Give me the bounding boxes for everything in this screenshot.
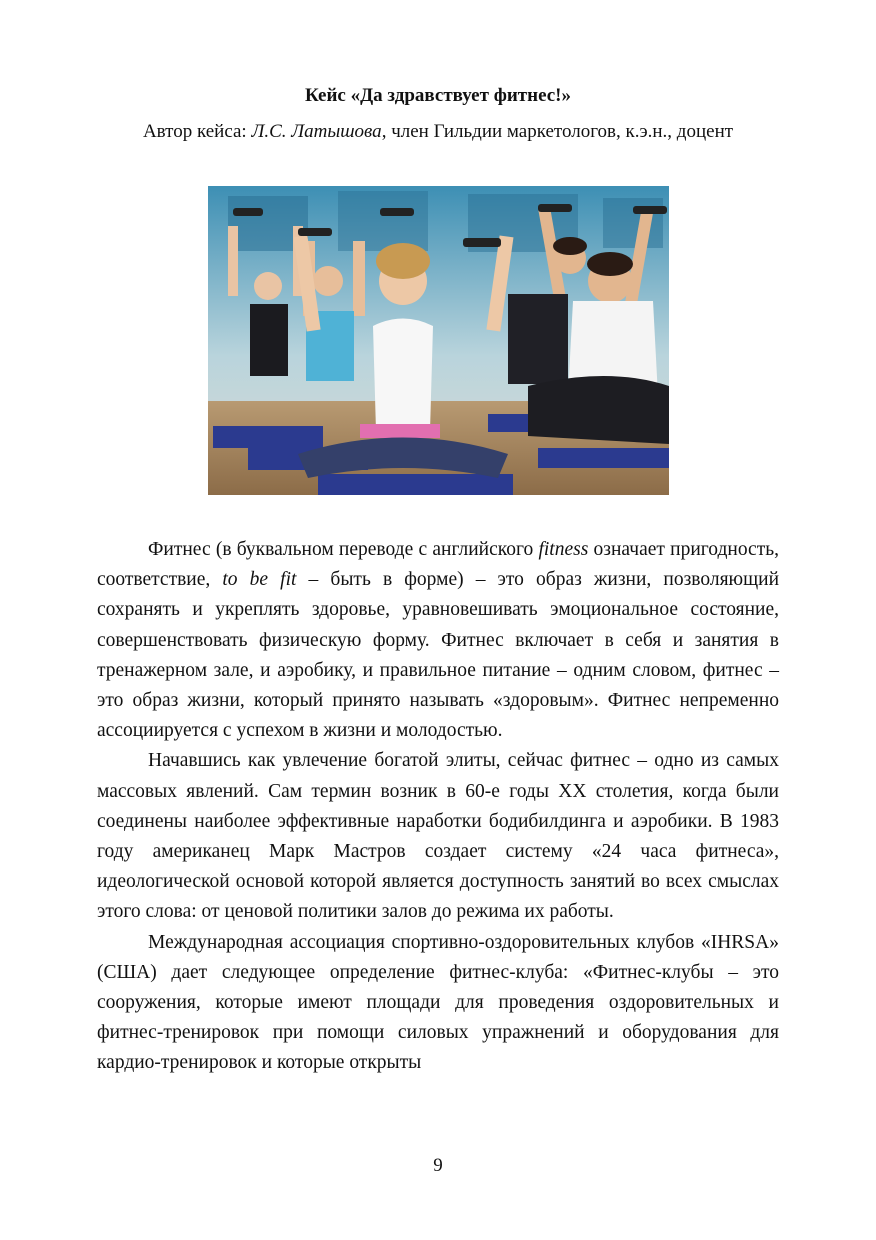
paragraph-fitness-definition: Фитнес (в буквальном переводе с английского fitness означает пригодность, соответствие, to be fit – быть в форме) – это образ жизни, позволяющий сохранять и укреплять здоровье, уравновешивать эмоциональное состояние, совершенствовать физическую форму. Фитнес включает в себя и занятия в тренажерном зале, и аэробику, и правильное питание – одним словом, фитнес – это образ жизни, который принято называть «здоровым». Фитнес непременно ассоциируется с успехом в жизни и молодостью.: [97, 539, 780, 742]
term-fitness: fitness: [538, 539, 589, 560]
term-to-be-fit: to be fit: [222, 569, 297, 591]
case-author-line: [0, 119, 876, 145]
article-body: [97, 535, 779, 1079]
fitness-class-photo: [208, 186, 669, 495]
author-prefix: Автор кейса:: [142, 121, 252, 142]
paragraph-ihrsa-definition: Международная ассоциация спортивно-оздоровительных клубов «IHRSA» (США) дает следующее определение фитнес-клуба: «Фитнес-клубы – это сооружения, которые имеют площади для проведения оздоровительных и фитнес-тренировок при помощи силовых упражнений и оборудования для кардио-тренировок и которые открыты: [97, 931, 779, 1074]
author-name: Л.С. Латышова: [251, 121, 382, 142]
author-credentials: , член Гильдии маркетологов, к.э.н., доцент: [381, 121, 734, 142]
paragraph-fitness-history: Начавшись как увлечение богатой элиты, сейчас фитнес – одно из самых массовых явлений. Сам термин возник в 60-е годы XX столетия, когда были соединены наиболее эффективные наработки бодибилдинга и аэробики. В 1983 году американец Марк Мастров создает систему «24 часа фитнеса», идеологической основой которой является доступность занятий во всех смыслах этого слова: от ценовой политики залов до режима их работы.: [97, 750, 779, 923]
case-title: Кейс «Да здравствует фитнес!»: [304, 85, 571, 106]
page-number: 9: [433, 1155, 443, 1176]
